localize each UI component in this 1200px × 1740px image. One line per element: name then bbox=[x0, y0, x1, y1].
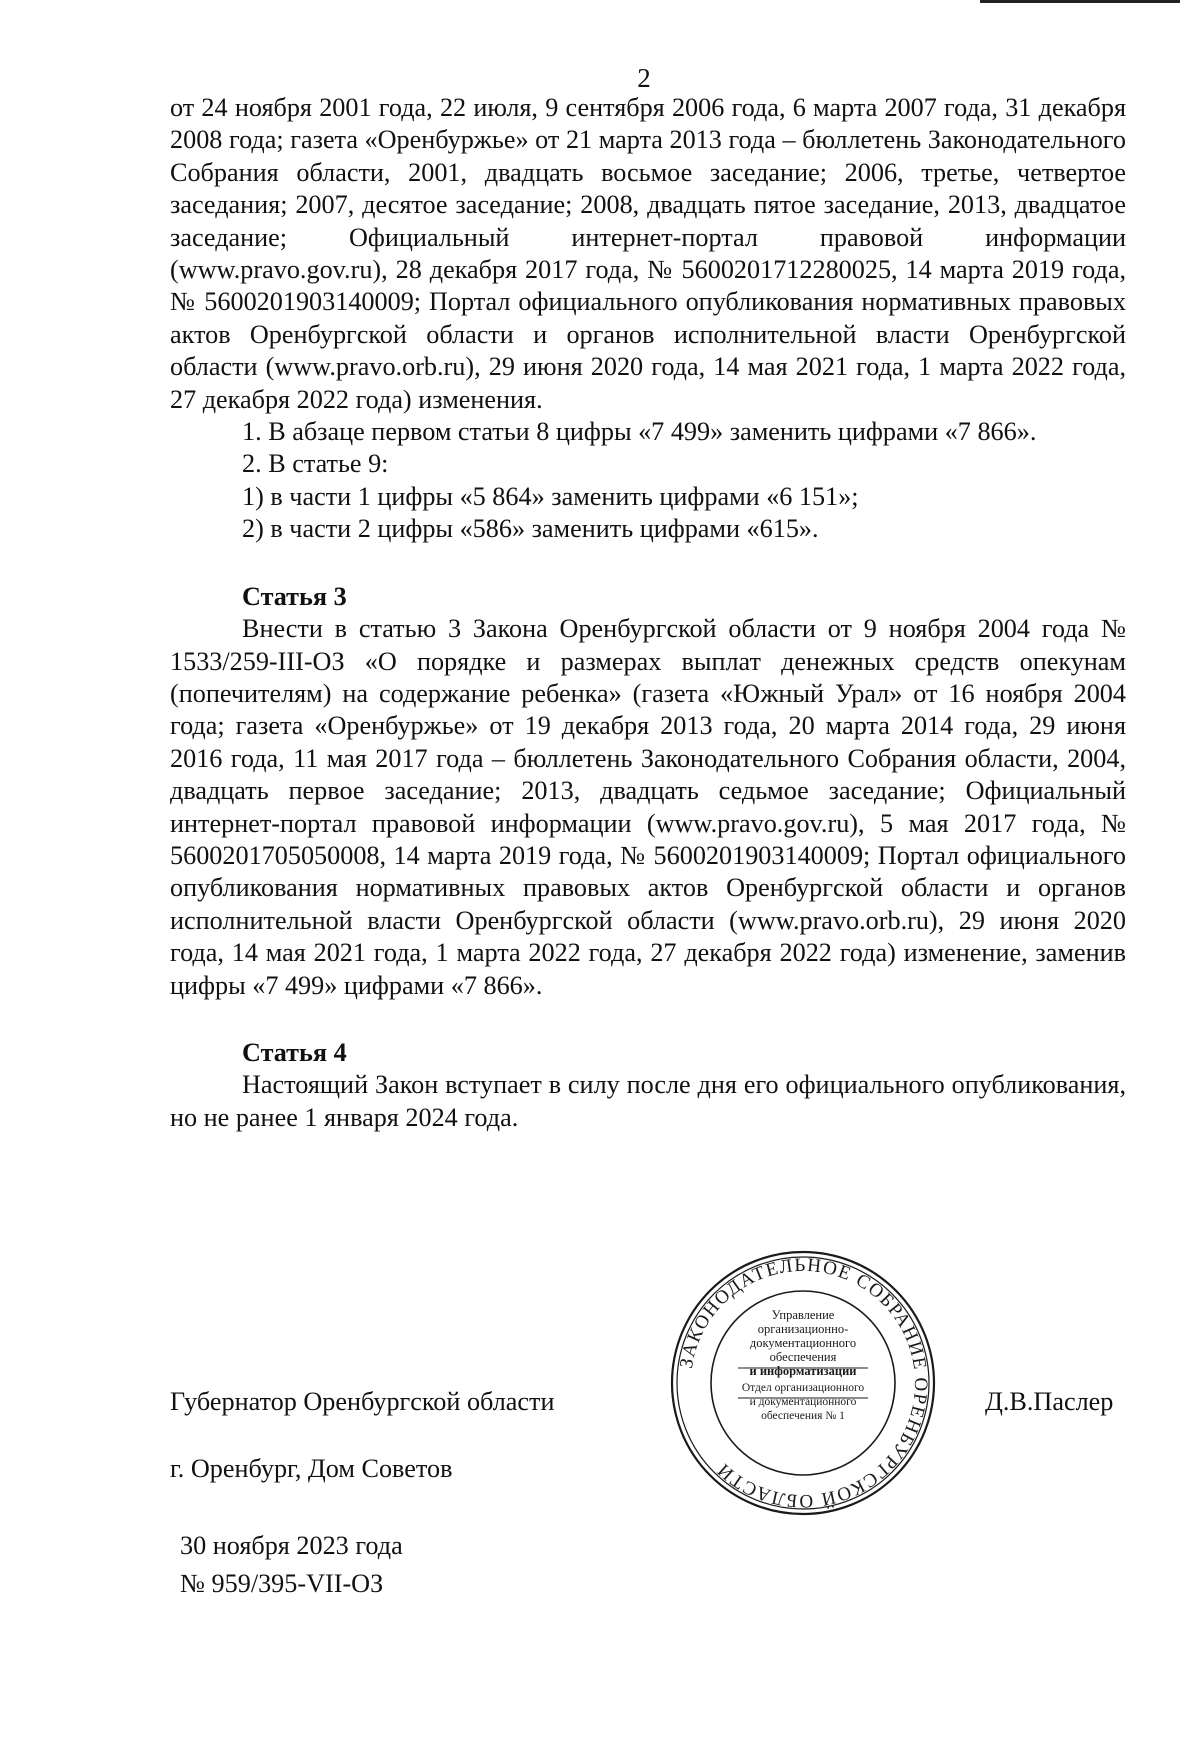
seal-subline: обеспечения № 1 bbox=[761, 1410, 845, 1422]
amendment-subitem-1: 1) в части 1 цифры «5 864» заменить цифрами «6 151»; bbox=[242, 481, 859, 511]
governor-title: Губернатор Оренбургской области bbox=[170, 1387, 555, 1416]
top-rule bbox=[980, 0, 1180, 3]
article-4-text: Настоящий Закон вступает в силу после дня его официального опубликования, но не ранее 1 января 2024 года. bbox=[170, 1070, 1126, 1132]
seal-outer-text: ЗАКОНОДАТЕЛЬНОЕ СОБРАНИЕ ОРЕНБУРГСКОЙ ОБЛАСТИ bbox=[675, 1254, 932, 1512]
seal-line: документационного bbox=[749, 1336, 857, 1350]
page-number: 2 bbox=[637, 63, 651, 93]
article-4-heading: Статья 4 bbox=[242, 1037, 347, 1067]
intro-paragraph: от 24 ноября 2001 года, 22 июля, 9 сентября 2006 года, 6 марта 2007 года, 31 декабря 2008 года; газета «Оренбуржье» от 21 марта 2013 года – бюллетень Законодательного Собрания области, 2001, двадцать восьмое заседание; 2006, третье, четвертое заседания; 2007, десятое заседание; 2008, двадцать пятое заседание, 2013, двадцатое заседание; Официальный интернет-портал правовой информации (www.pravo.gov.ru), 28 декабря 2017 года, № 5600201712280025, 14 марта 2019 года, № 5600201903140009; Портал официального опубликования нормативных правовых актов Оренбургской области и органов исполнительной власти Оренбургской области (www.pravo.orb.ru), 29 июня 2020 года, 14 мая 2021 года, 1 марта 2022 года, 27 декабря 2022 года) изменения. bbox=[170, 93, 1126, 414]
seal-line: обеспечения bbox=[769, 1350, 837, 1364]
amendment-subitem-2: 2) в части 2 цифры «586» заменить цифрами «615». bbox=[242, 514, 819, 544]
governor-name: Д.В.Паслер bbox=[985, 1387, 1114, 1416]
seal-subline: и документационного bbox=[749, 1396, 857, 1408]
amendment-item-1: 1. В абзаце первом статьи 8 цифры «7 499» заменить цифрами «7 866». bbox=[242, 417, 1037, 447]
official-seal bbox=[668, 1248, 938, 1518]
seal-line: организационно- bbox=[757, 1322, 849, 1336]
law-number: № 959/395-VII-ОЗ bbox=[180, 1569, 384, 1598]
seal-line: и информатизации bbox=[749, 1364, 857, 1378]
amendment-item-2: 2. В статье 9: bbox=[242, 449, 389, 479]
document-body bbox=[170, 92, 1126, 1134]
svg-text:ЗАКОНОДАТЕЛЬНОЕ СОБРАНИЕ ОРЕНБ bbox=[676, 1255, 931, 1511]
article-3-text: Внести в статью 3 Закона Оренбургской области от 9 ноября 2004 года № 1533/259-III-ОЗ «О порядке и размерах выплат денежных средств опекунам (попечителям) на содержание ребенка» (газета «Южный Урал» от 16 ноября 2004 года; газета «Оренбуржье» от 19 декабря 2013 года, 20 марта 2014 года, 29 июня 2016 года, 11 мая 2017 года – бюллетень Законодательного Собрания области, 2004, двадцать первое заседание; 2013, двадцать седьмое заседание; Официальный интернет-портал правовой информации (www.pravo.gov.ru), 5 мая 2017 года, № 5600201705050008, 14 марта 2019 года, № 5600201903140009; Портал официального опубликования нормативных правовых актов Оренбургской области и органов исполнительной власти Оренбургской области (www.pravo.orb.ru), 29 июня 2020 года, 14 мая 2021 года, 1 марта 2022 года, 27 декабря 2022 года) изменение, заменив цифры «7 499» цифрами «7 866». bbox=[170, 614, 1126, 1000]
article-3-heading: Статья 3 bbox=[242, 581, 347, 611]
seal-line: Управление bbox=[771, 1308, 835, 1322]
seal-icon bbox=[668, 1248, 938, 1518]
seal-subline: Отдел организационного bbox=[741, 1382, 865, 1394]
signing-place: г. Оренбург, Дом Советов bbox=[170, 1454, 453, 1483]
seal-inner-text bbox=[726, 1308, 880, 1423]
signing-date: 30 ноября 2023 года bbox=[180, 1531, 403, 1560]
